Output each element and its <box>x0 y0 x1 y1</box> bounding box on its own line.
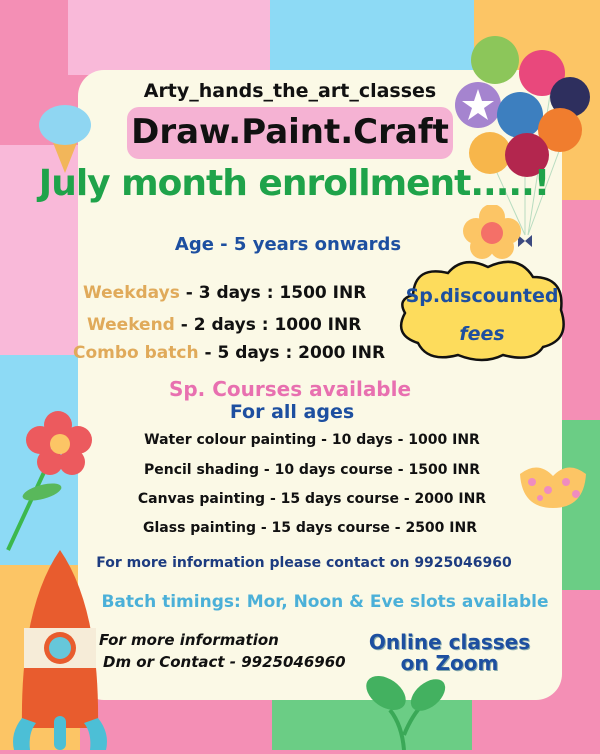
age-line: Age - 5 years onwards <box>174 234 402 255</box>
footer-info-line2: Dm or Contact - 9925046960 <box>103 653 346 671</box>
special-courses-subtitle: For all ages <box>229 401 355 423</box>
course-item: Pencil shading - 10 days course - 1500 INR <box>143 462 481 478</box>
course-item: Canvas painting - 15 days course - 2000 INR <box>137 491 487 507</box>
online-classes-line1: Online classes <box>368 630 531 654</box>
contact-line: For more information please contact on 9925046960 <box>96 555 512 571</box>
discount-badge-line2: fees <box>459 323 505 345</box>
discount-cloud-badge <box>393 255 571 363</box>
batch-row <box>83 283 366 303</box>
batch-label: Weekend <box>87 315 175 335</box>
discount-badge-line1: Sp.discounted <box>405 285 559 307</box>
rocket-icon <box>10 548 110 750</box>
course-item: Water colour painting - 10 days - 1000 INR <box>144 432 480 448</box>
batch-detail: - 5 days : 2000 INR <box>198 343 386 363</box>
course-item: Glass painting - 15 days course - 2500 INR <box>143 520 477 536</box>
special-courses-title: Sp. Courses available <box>168 377 412 401</box>
online-classes-line2: on Zoom <box>400 651 499 675</box>
batch-row <box>73 343 385 363</box>
batch-detail: - 2 days : 1000 INR <box>174 315 362 335</box>
enrollment-heading: July month enrollment.....! <box>38 163 550 204</box>
batch-label: Weekdays <box>83 283 180 303</box>
batch-row <box>87 315 361 335</box>
footer-info-line1: For more information <box>99 631 279 649</box>
batch-label: Combo batch <box>73 343 199 363</box>
headline: Draw.Paint.Craft <box>131 112 449 152</box>
handle-title: Arty_hands_the_art_classes <box>143 80 437 102</box>
sprout-icon <box>362 665 447 750</box>
bg-blue-top <box>270 0 475 75</box>
batch-timings: Batch timings: Mor, Noon & Eve slots available <box>101 592 549 612</box>
batch-detail: - 3 days : 1500 INR <box>179 283 367 303</box>
bg-pinklight-top <box>68 0 273 75</box>
